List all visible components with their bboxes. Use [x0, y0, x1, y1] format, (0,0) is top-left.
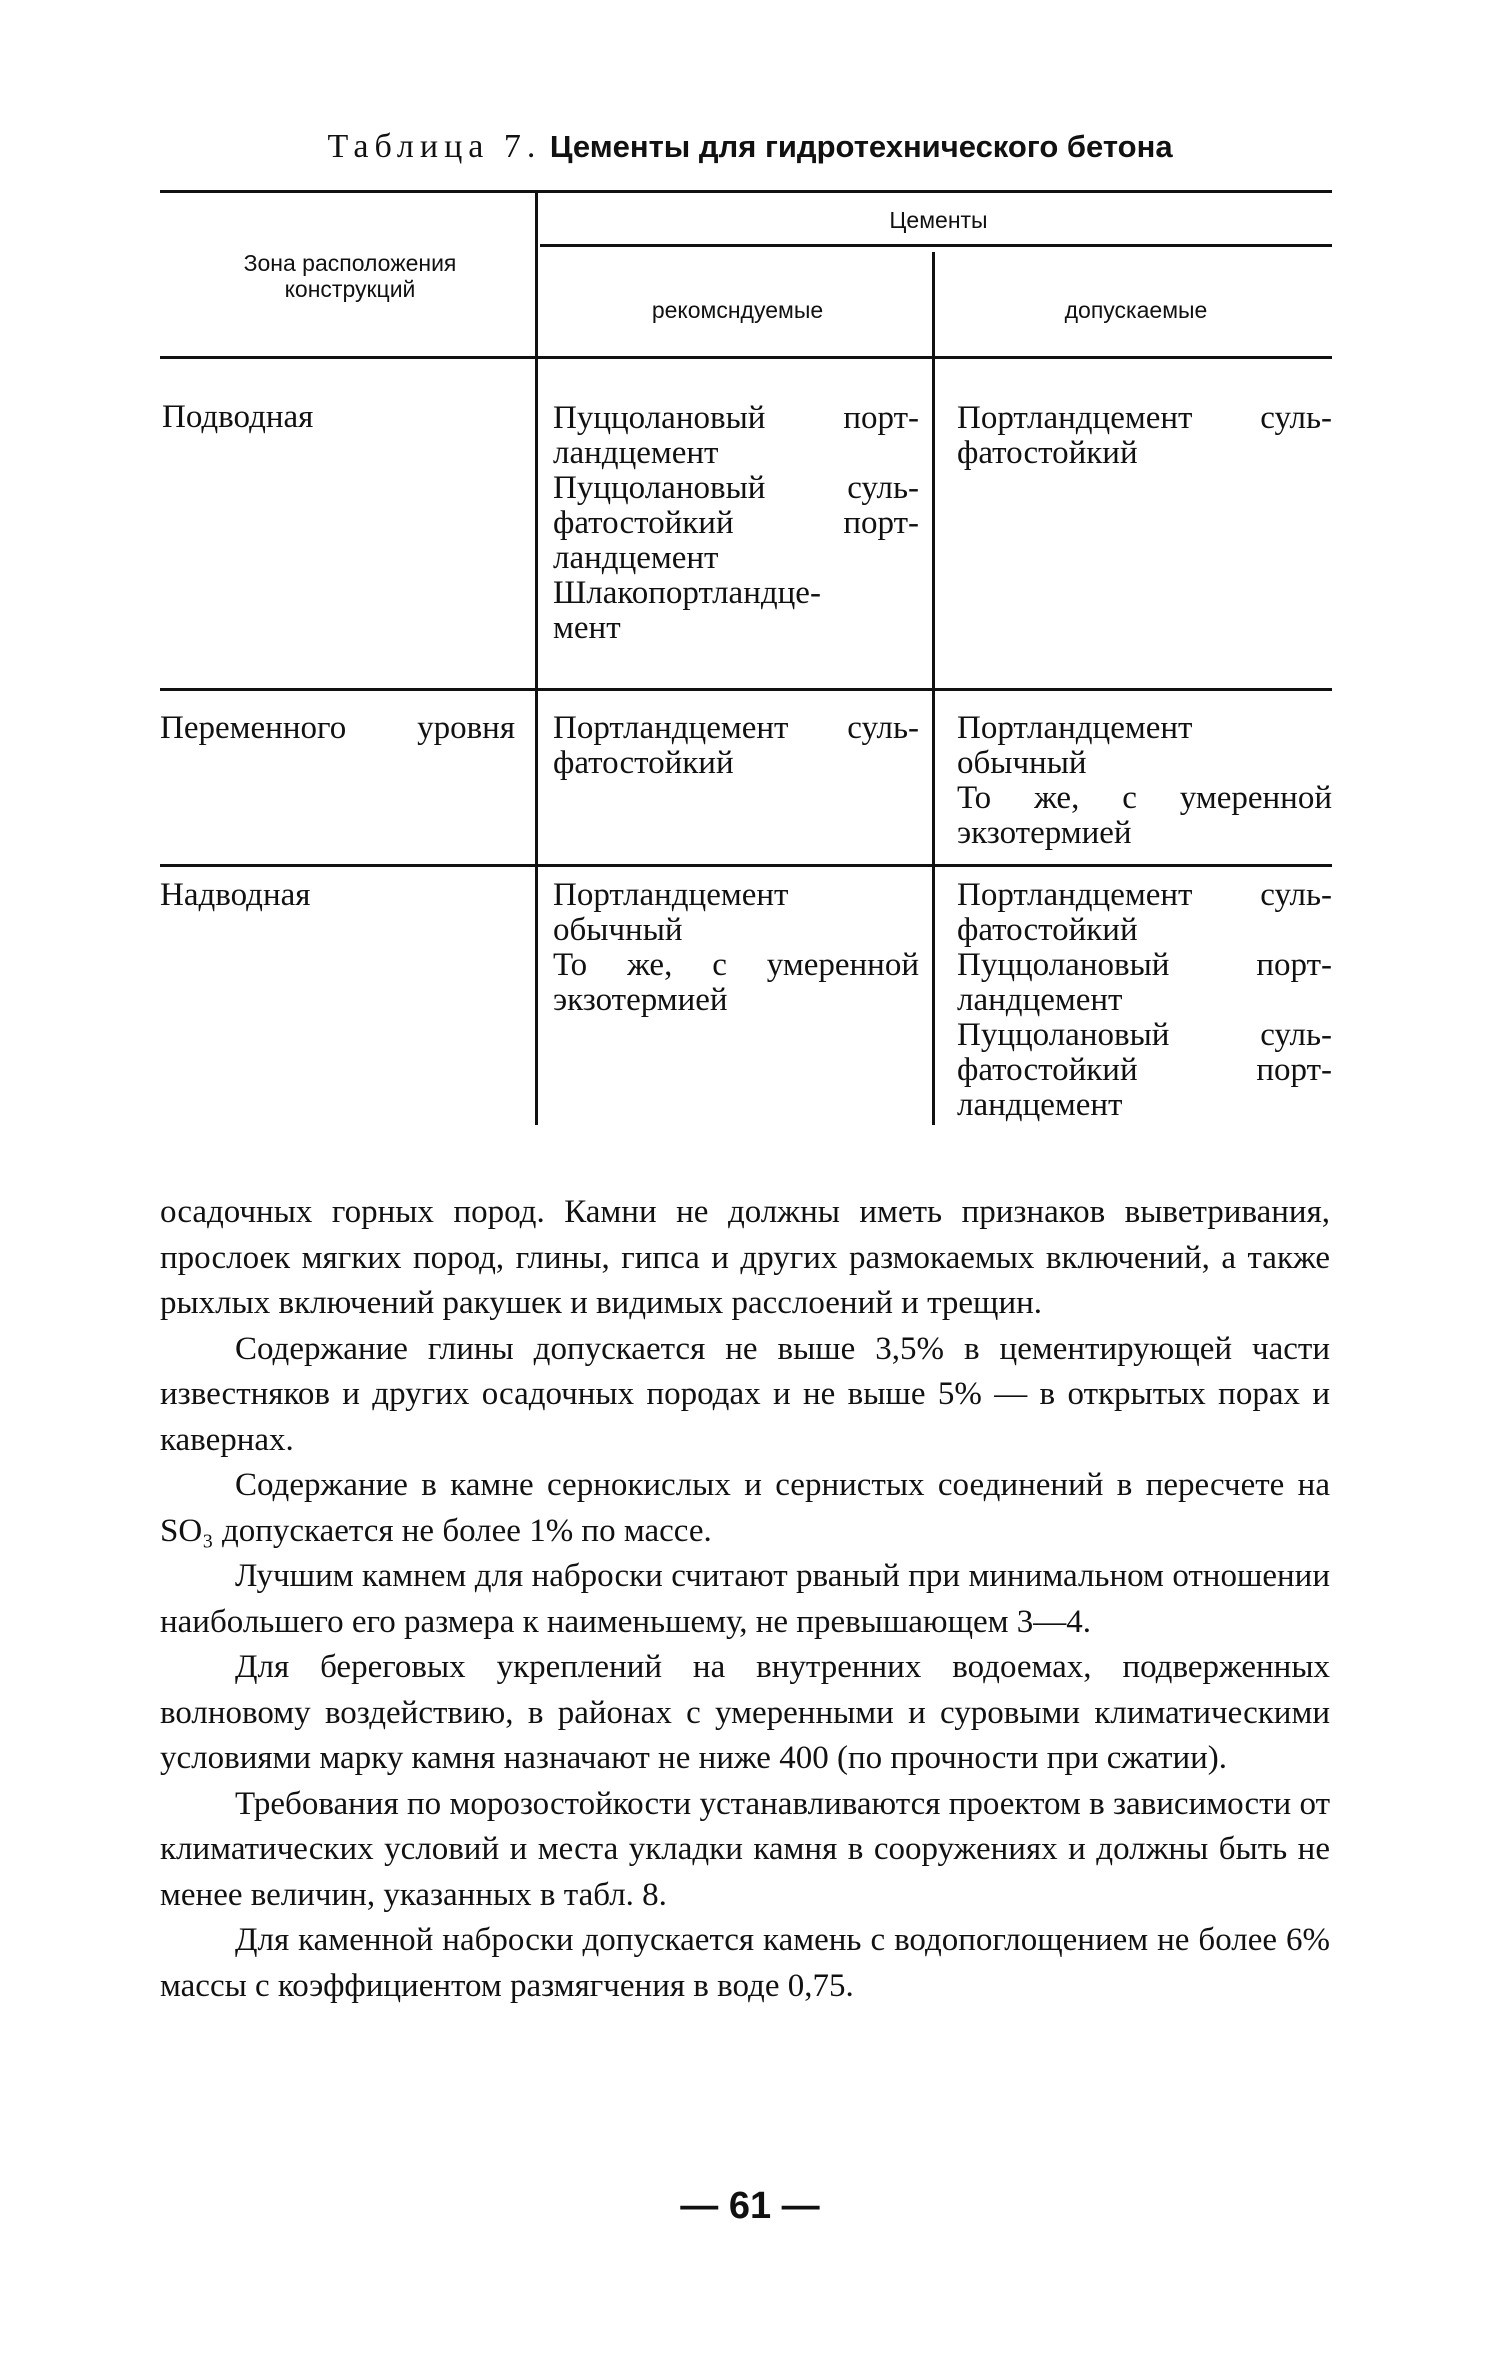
header-cements: Цементы: [889, 207, 988, 233]
paragraph: Для каменной наброски допускается камень с водопоглощением не более 6% массы с коэффициентом размягчения в воде 0,75.: [160, 1922, 1330, 2004]
table-caption: Цементы для гидротехнического бетона: [549, 129, 1173, 164]
row2-zone: Переменного уровня: [160, 710, 515, 746]
header-bottom-rule: [160, 356, 1332, 359]
row1-zone: Подводная: [162, 399, 314, 435]
table-top-rule: [160, 190, 1332, 193]
paragraph: осадочных горных пород. Камни не должны иметь признаков выветривания, прослоек мягких пород, глины, гипса и других размокаемых включений, а также рыхлых включений ракушек и видимых расслоений и трещин.: [160, 1194, 1330, 1321]
header-sub-rule: [540, 244, 1332, 247]
row1-recommended: Пуццолановый порт- ландцемент Пуццолановый суль- фатостойкий порт- ландцемент Шлакопортландце- мент: [553, 400, 919, 646]
row3-zone: Надводная: [160, 877, 311, 913]
table-label: Таблица 7.: [327, 128, 542, 165]
table-title: [160, 128, 1340, 166]
row2-allowed: Портландцемент обычный То же, с умеренной экзотермией: [957, 710, 1332, 851]
paragraph: Для береговых укреплений на внутренних водоемах, подверженных волновому воздействию, в районах с умеренными и суровыми климатическими условиями марку камня назначают не ниже 400 (по прочности при сжатии).: [160, 1649, 1330, 1776]
body-text: [160, 1190, 1330, 2009]
page-number: — 61 —: [680, 2185, 820, 2227]
paragraph: Содержание глины допускается не выше 3,5% в цементирующей части известняков и других осадочных породах и не выше 5% — в открытых порах и кавернах.: [160, 1330, 1330, 1458]
row2-recommended: Портландцемент суль- фатостойкий: [553, 710, 919, 781]
paragraph: Содержание в камне сернокислых и сернистых соединений в пересчете на SO₃ допускается не более 1% по массе.: [160, 1467, 1330, 1549]
table-col-rule-2: [932, 252, 935, 1125]
header-allowed: допускаемые: [1064, 297, 1208, 323]
paragraph: Лучшим камнем для наброски считают рваный при минимальном отношении наибольшего его размера к наименьшему, не превышающем 3—4.: [160, 1558, 1330, 1640]
paragraph: Требования по морозостойкости устанавливаются проектом в зависимости от климатических условий и места укладки камня в сооружениях и должны быть не менее величин, указанных в табл. 8.: [160, 1785, 1330, 1913]
row-rule-2: [160, 864, 1332, 867]
row1-allowed: Портландцемент суль- фатостойкий: [957, 400, 1332, 471]
row-rule-1: [160, 688, 1332, 691]
header-zone: Зона расположения конструкций: [243, 250, 457, 302]
table-col-rule-1: [535, 190, 538, 1125]
header-recommended: рекомсндуемые: [651, 297, 824, 323]
row3-recommended: Портландцемент обычный То же, с умеренной экзотермией: [553, 877, 919, 1018]
row3-allowed: Портландцемент суль- фатостойкий Пуццолановый порт- ландцемент Пуццолановый суль- фатостойкий порт- ландцемент: [957, 877, 1332, 1123]
